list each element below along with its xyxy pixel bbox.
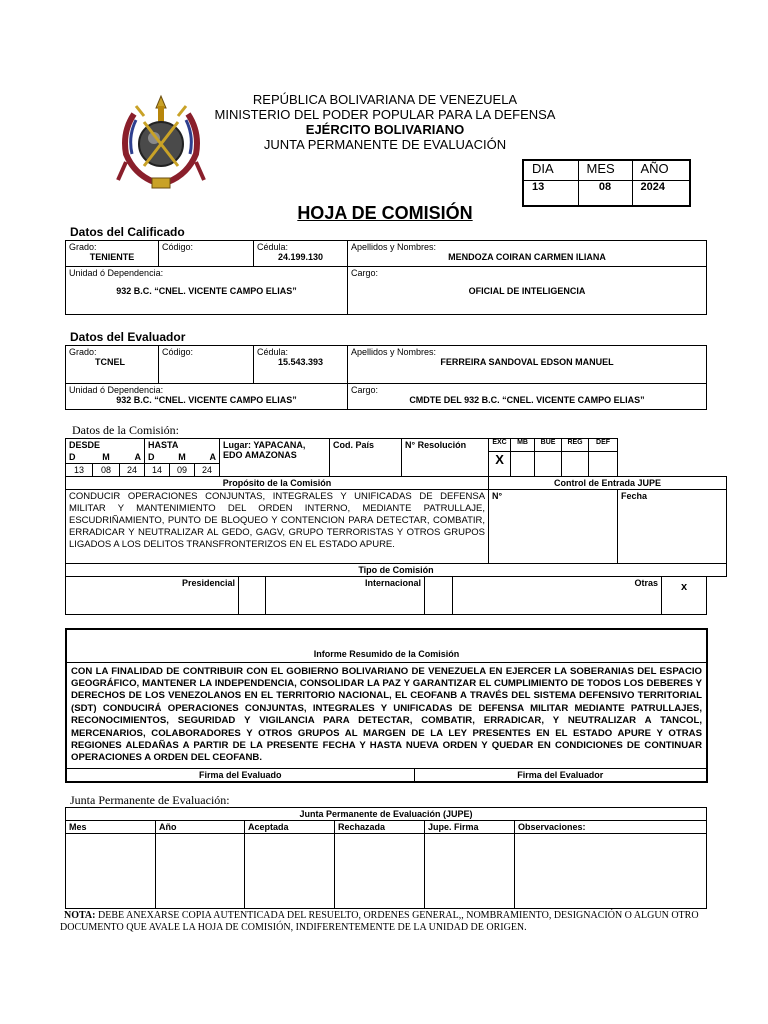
hasta-dia: 14 (145, 464, 170, 477)
jupe-col-observaciones: Observaciones: (515, 821, 707, 834)
calificado-table (65, 240, 707, 315)
resolucion-label: N° Resolución (402, 439, 489, 477)
page-title: HOJA DE COMISIÓN (297, 203, 473, 223)
proposito-text: CONDUCIR OPERACIONES CONJUNTAS, INTEGRALES Y UNIFICADAS DE DEFENSA MILITAR Y MANTENIMIENTO DEL ORDEN INTERNO, MEDIANTE PATRULLAJE, ESCUDRIÑAMIENTO, PUNTO DE BLOQUEO Y CONTENCION PARA DETECTAR, COMBATIR, ERRADICAR Y NEUTRALIZAR AL GEDO, GAGV, GRUPO TERRORISTAS Y OTROS GRUPOS LIGADOS A LOS DELITOS TRANSFRONTERIZOS EN EL ESTADO APURE. (66, 490, 489, 564)
proposito-label: Propósito de la Comisión (66, 477, 489, 490)
nota-label: NOTA: (64, 910, 96, 921)
rating-exc: EXC (489, 439, 511, 452)
calificado-cedula-label: Cédula: (257, 242, 289, 252)
jupe-col-mes: Mes (66, 821, 156, 834)
control-fecha-label: Fecha (618, 490, 727, 564)
rating-def: DEF (589, 439, 618, 452)
jupe-col-anio: Año (156, 821, 245, 834)
hasta-m: M (170, 451, 195, 464)
evaluador-cargo-label: Cargo: (351, 385, 379, 395)
hasta-mes: 09 (170, 464, 195, 477)
mes-value: 08 (578, 180, 632, 206)
calificado-unidad-label: Unidad ó Dependencia: (69, 268, 164, 278)
calificado-nombres: MENDOZA COIRAN CARMEN ILIANA (448, 252, 606, 262)
lugar: Lugar: YAPACANA, EDO AMAZONAS (220, 439, 330, 477)
evaluador-grado: TCNEL (95, 357, 125, 367)
comision-section-title: Datos de la Comisión: (72, 423, 179, 437)
rating-exc-mark: X (489, 451, 511, 477)
jupe-col-firma: Jupe. Firma (425, 821, 515, 834)
hasta-d: D (145, 451, 170, 464)
control-no-label: N° (489, 490, 618, 564)
informe-text: CON LA FINALIDAD DE CONTRIBUIR CON EL GOBIERNO BOLIVARIANO DE VENEZUELA EN EJERCER LA SOBERANIAS DEL ESPACIO GEOGRÁFICO, MANTENER LA INDEPENDENCIA, CONSOLIDAR LA PAZ Y GARANTIZAR EL CUMPLIMIENTO DE TODOS LOS DEBERES Y DERECHOS DE LOS VENEZOLANOS EN EL TERRITORIO NACIONAL, EL CEOFANB A TRAVÉS DEL SISTEMA DEFENSIVO TERRITORIAL (SDT) CONDUCIRÁ OPERACIONES CONJUNTAS, INTEGRALES Y UNIFICADAS DE DEFENSA MILITAR MEDIANTE PATRULLAJES, RECONOCIMIENTOS, SEGURIDAD Y VIGILANCIA PARA DETECTAR, COMBATIR, ERRADICAR, Y NEUTRALIZAR A TANCOL, MERCENARIOS, COLABORADORES Y OTROS GRUPOS AL MARGEN DE LA LEY PRESENTES EN EL ESTADO APURE Y OTRAS REGIONES ALEDAÑAS A PARTIR DE LA PRESENTE FECHA Y HASTA NUEVA ORDEN Y QUEDAR EN CONDICIONES DE CONTINUAR OPERACIONES A ORDEN DEL CEOFANB. (66, 662, 707, 768)
header-line-2: MINISTERIO DEL PODER POPULAR PARA LA DEFENSA (214, 107, 556, 122)
internacional-label: Internacional (266, 577, 425, 615)
calificado-cedula: 24.199.130 (277, 252, 324, 262)
hasta-label: HASTA (145, 439, 220, 452)
hasta-a: A (195, 451, 220, 464)
anio-label: AÑO (632, 160, 690, 180)
firma-evaluado: Firma del Evaluado (66, 768, 414, 782)
jupe-table (65, 807, 707, 909)
desde-d: D (66, 451, 93, 464)
evaluador-table (65, 345, 707, 410)
mes-label: MES (578, 160, 632, 180)
evaluador-nombres: FERREIRA SANDOVAL EDSON MANUEL (440, 357, 614, 367)
otras-mark: x (662, 577, 707, 615)
firma-evaluador: Firma del Evaluador (414, 768, 707, 782)
rating-reg: REG (562, 439, 589, 452)
jupe-col-rechazada: Rechazada (335, 821, 425, 834)
evaluador-nombres-label: Apellidos y Nombres: (351, 347, 437, 357)
dia-value: 13 (523, 180, 578, 206)
calificado-cargo: OFICIAL DE INTELIGENCIA (468, 286, 586, 296)
jupe-col-aceptada: Aceptada (245, 821, 335, 834)
evaluador-cedula-label: Cédula: (257, 347, 289, 357)
header-line-4: JUNTA PERMANENTE DE EVALUACIÓN (263, 137, 507, 152)
dia-label: DIA (523, 160, 578, 180)
calificado-grado-label: Grado: (69, 242, 97, 252)
desde-dia: 13 (66, 464, 93, 477)
desde-label: DESDE (66, 439, 145, 452)
army-emblem (114, 92, 208, 190)
rating-bue: BUE (535, 439, 562, 452)
informe-title: Informe Resumido de la Comisión (66, 629, 707, 662)
nota (60, 910, 708, 934)
evaluador-cedula: 15.543.393 (277, 357, 324, 367)
desde-anio: 24 (120, 464, 145, 477)
calificado-codigo-label: Código: (162, 242, 194, 252)
hasta-anio: 24 (195, 464, 220, 477)
jupe-section-title: Junta Permanente de Evaluación: (70, 793, 230, 807)
cod-pais-label: Cod. País (330, 439, 402, 477)
anio-value: 2024 (632, 180, 690, 206)
tipo-table (65, 576, 707, 615)
comision-table (65, 438, 727, 577)
date-box (522, 159, 691, 207)
informe-table (65, 628, 708, 783)
tipo-label: Tipo de Comisión (66, 564, 727, 577)
evaluador-unidad-label: Unidad ó Dependencia: (69, 385, 164, 395)
evaluador-grado-label: Grado: (69, 347, 97, 357)
desde-mes: 08 (93, 464, 120, 477)
evaluador-cargo: CMDTE DEL 932 B.C. “CNEL. VICENTE CAMPO ELIAS” (409, 395, 645, 405)
calificado-grado: TENIENTE (89, 252, 135, 262)
jupe-table-title: Junta Permanente de Evaluación (JUPE) (66, 808, 707, 821)
otras-label: Otras (453, 577, 662, 615)
calificado-section-title: Datos del Calificado (70, 225, 185, 239)
control-label: Control de Entrada JUPE (489, 477, 727, 490)
rating-mb: MB (511, 439, 535, 452)
evaluador-codigo-label: Código: (162, 347, 194, 357)
desde-a: A (120, 451, 145, 464)
evaluador-section-title: Datos del Evaluador (70, 330, 186, 344)
calificado-unidad: 932 B.C. “CNEL. VICENTE CAMPO ELIAS” (116, 286, 297, 296)
header-line-1: REPÚBLICA BOLIVARIANA DE VENEZUELA (252, 92, 518, 107)
calificado-nombres-label: Apellidos y Nombres: (351, 242, 437, 252)
calificado-cargo-label: Cargo: (351, 268, 379, 278)
desde-m: M (93, 451, 120, 464)
header-line-3: EJÉRCITO BOLIVARIANO (305, 122, 465, 137)
presidencial-label: Presidencial (66, 577, 239, 615)
evaluador-unidad: 932 B.C. “CNEL. VICENTE CAMPO ELIAS” (116, 395, 297, 405)
nota-text: DEBE ANEXARSE COPIA AUTENTICADA DEL RESUELTO, ORDENES GENERAL,, NOMBRAMIENTO, DESIGNACIÓN O ALGUN OTRO DOCUMENTO QUE AVALE LA HOJA DE COMISIÓN, INDIFERENTEMENTE DE LA UNIDAD DE ORIGEN. (60, 910, 699, 933)
